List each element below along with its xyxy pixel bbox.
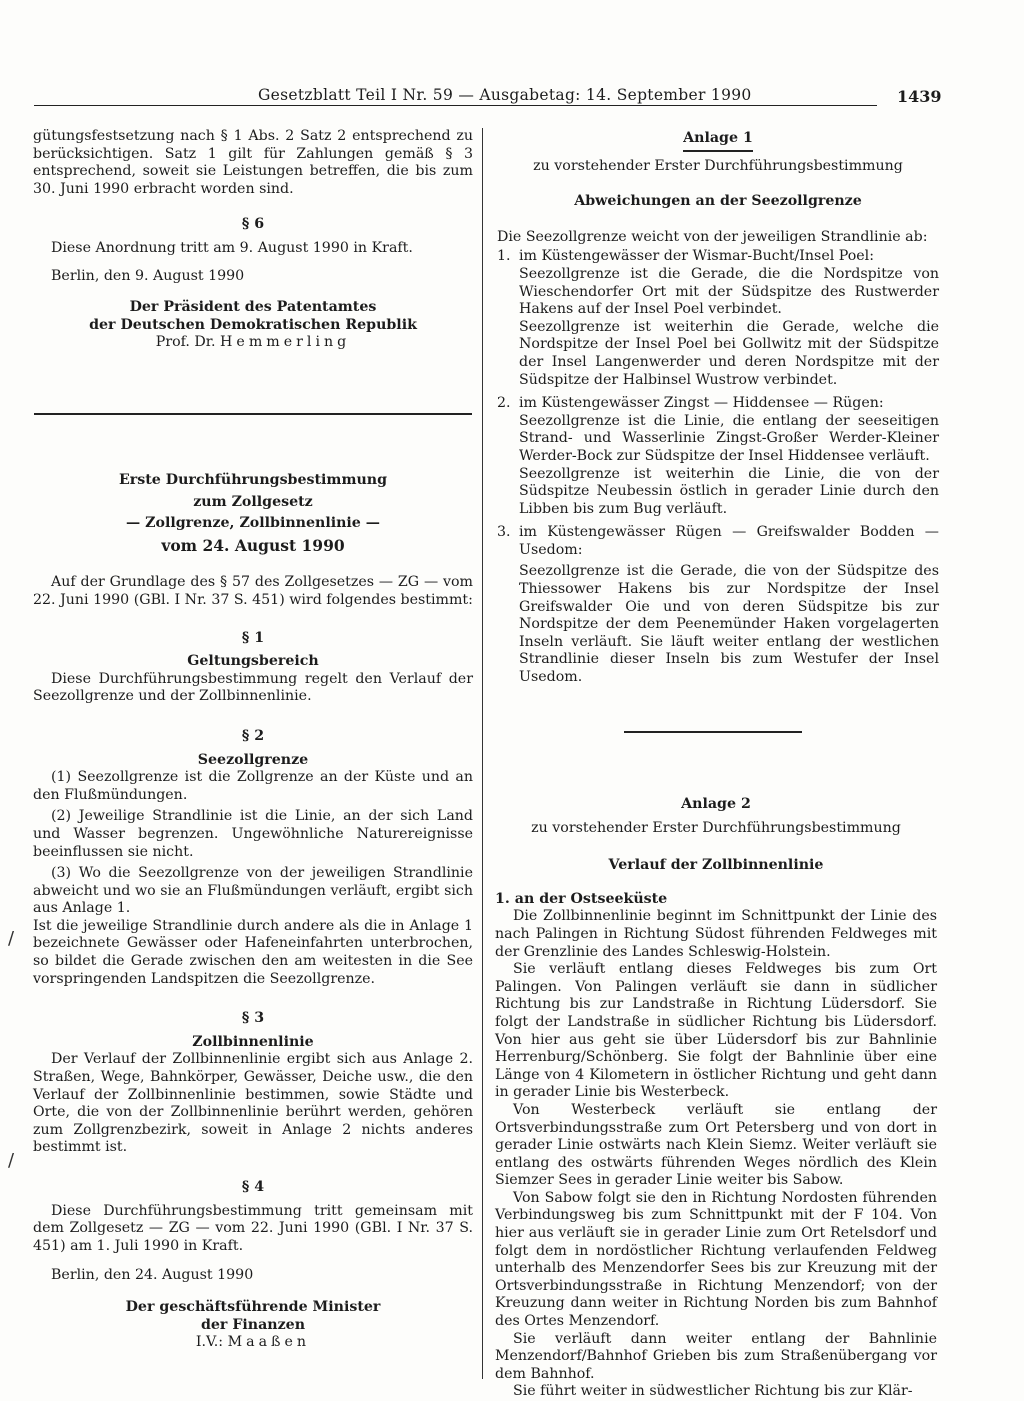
item-text: Seezollgrenze ist die Gerade, die von der Südspitze des Thiessower Hakens bis zur Nordspitze der Insel Greifswalder Oie und von deren Südspitze bis zur Nordspitze der dem Peenemünder Haken vorgelagerten Inseln verläuft. Sie läuft weiter entlang der westlichen Strandlinie dieser Inseln bis zum Westufer der Insel Usedom. — [519, 563, 939, 686]
signature-2-name: I.V.: Maaßen — [195, 1334, 311, 1351]
annex-1-title: Abweichungen an der Seezollgrenze — [574, 193, 862, 210]
item-title: im Küstengewässer Zingst — Hiddensee — Rügen: — [519, 395, 884, 412]
item-title: im Küstengewässer der Wismar-Bucht/Insel Poel: — [519, 248, 874, 265]
continued-text: gütungsfestsetzung nach § 1 Abs. 2 Satz 2 entsprechend zu berücksichtigen. Satz 1 gilt für Zahlungen gemäß § 3 entsprechend, soweit sie Leistungen betreffen, die bis zum 30. Juni 1990 erbracht worden sind. — [33, 128, 473, 197]
annex-2-paragraph-5: Sie verläuft dann weiter entlang der Bahnlinie Menzendorf/Bahnhof Grieben bis zum Straßenübergang vor dem Bahnhof. — [495, 1330, 937, 1382]
place-date-1: Berlin, den 9. August 1990 — [51, 267, 245, 284]
paragraph-2-clause-2: (2) Jeweilige Strandlinie ist die Linie, an der sich Land und Wasser begrenzen. Ungewöhnliche Naturereignisse beeinflussen sie nicht. — [33, 808, 473, 860]
annex-2-paragraph-4: Von Sabow folgt sie den in Richtung Nordosten führenden Verbindungsweg bis zum Schnittpunkt mit der F 104. Von hier aus verläuft sie in gerader Linie zum Ort Retelsdorf und folgt dem in nordöstlicher Richtung verlaufenden Feldweg unterhalb des Menzendorfer Sees bis zur Kreuzung mit der Ortsverbindungsstraße in Richtung Menzendorf; von der Kreuzung dann weiter in Richtung Norden bis zum Bahnhof des Ortes Menzendorf. — [495, 1189, 937, 1330]
annex-2-paragraph-1: Die Zollbinnenlinie beginnt im Schnittpunkt der Linie des nach Palingen in Richtung Südost führenden Feldweges mit der Grenzlinie des Landes Schleswig-Holstein. — [495, 908, 937, 960]
section-divider-left — [34, 413, 472, 415]
annex-1-item-3 — [497, 524, 939, 686]
margin-mark-1: / — [8, 928, 15, 949]
annex-2-heading: Anlage 2 — [681, 796, 751, 812]
column-divider — [482, 128, 483, 1379]
doc-title-line-2: zum Zollgesetz — [193, 493, 313, 510]
annex-2-title: Verlauf der Zollbinnenlinie — [608, 857, 824, 874]
item-text: Seezollgrenze ist die Linie, die entlang der seeseitigen Strand- und Wasserlinie Zingst-Großer Werder-Kleiner Werder-Bock zur Südspitze der Insel Hiddensee verläuft. — [519, 412, 939, 464]
left-column — [33, 128, 473, 352]
annex-1-intro: Die Seezollgrenze weicht von der jeweiligen Strandlinie ab: — [497, 228, 928, 245]
paragraph-3-title: Zollbinnenlinie — [192, 1033, 314, 1050]
signature-1-line-1: Der Präsident des Patentamtes — [129, 299, 377, 316]
annex-2-paragraph-3: Von Westerbeck verläuft sie entlang der Ortsverbindungsstraße zum Ort Petersberg und von dort in gerader Linie ostwärts nach Klein Siemz. Weiter verläuft sie entlang des ostwärts führenden Weges nördlich des Klein Siemzer Sees in gerader Linie weiter bis Sabow. — [495, 1101, 937, 1189]
item-text: Seezollgrenze ist die Gerade, die die Nordspitze von Wieschendorfer Ort mit der Südspitze des Rustwerder Hakens auf der Insel Poel verbindet. — [519, 265, 939, 318]
gazette-header-title: Gesetzblatt Teil I Nr. 59 — Ausgabetag: 14. September 1990 — [258, 86, 752, 104]
doc-title-line-1: Erste Durchführungsbestimmung — [118, 472, 388, 488]
item-text: Seezollgrenze ist weiterhin die Gerade, welche die Nordspitze der Insel Poel bei Gollwitz mit der Südspitze der Insel Langenwerder und deren Nordspitze mit der Südspitze der Halbinsel Wustrow verbindet. — [519, 318, 939, 388]
item-text: Seezollgrenze ist weiterhin die Linie, die von der Südspitze Neubessin östlich in gerader Linie durch den Libben bis zum Bug verläuft. — [519, 465, 939, 517]
signature-2-line-2: der Finanzen — [200, 1316, 306, 1333]
signature-2-line-1: Der geschäftsführende Minister — [125, 1298, 381, 1315]
annex-1-item-1 — [497, 248, 939, 389]
annex-1-heading: Anlage 1 — [497, 130, 939, 152]
page-header — [0, 86, 1024, 110]
margin-mark-2: / — [8, 1150, 15, 1171]
section-6-heading: § 6 — [241, 216, 265, 233]
paragraph-2-clause-3b: Ist die jeweilige Strandlinie durch andere als die in Anlage 1 bezeichnete Gewässer oder Hafeneinfahrten unterbrochen, so bildet die Gerade zwischen den am weitesten in die See vorspringenden Landspitzen die Seezollgrenze. — [33, 917, 473, 987]
annex-2-section-1: 1. an der Ostseeküste — [495, 890, 668, 907]
item-number: 3. — [497, 524, 511, 541]
paragraph-3-text: Der Verlauf der Zollbinnenlinie ergibt sich aus Anlage 2. Straßen, Wege, Bahnkörper, Gewässer, Deiche usw., die den Verlauf der Zollbinnenlinie bestimmen, sowie Städte und Orte, die von der Zollbinnenlinie berührt werden, gehören zum Zollgrenzbezirk, soweit in Anlage 2 nichts anderes bestimmt ist. — [33, 1051, 473, 1156]
signature-1-name: Prof. Dr. Hemmerling — [155, 334, 351, 351]
annex-2-paragraph-6: Sie führt weiter in südwestlicher Richtung bis zur Klär- — [513, 1383, 913, 1400]
annex-2-subtitle: zu vorstehender Erster Durchführungsbestimmung — [531, 819, 901, 836]
paragraph-1-title: Geltungsbereich — [187, 653, 319, 670]
paragraph-1-heading: § 1 — [241, 629, 265, 646]
doc-title-line-4: vom 24. August 1990 — [161, 535, 345, 555]
item-title: im Küstengewässer Rügen — Greifswalder Bodden — Usedom: — [519, 524, 939, 558]
left-column-main — [33, 472, 473, 1352]
section-6-text: Diese Anordnung tritt am 9. August 1990 in Kraft. — [51, 239, 413, 256]
preamble: Auf der Grundlage des § 57 des Zollgesetzes — ZG — vom 22. Juni 1990 (GBl. I Nr. 37 S. 451) wird folgendes bestimmt: — [33, 574, 473, 608]
annex-1-item-2 — [497, 395, 939, 518]
header-rule — [34, 105, 877, 106]
right-column-annex-2 — [495, 796, 937, 1401]
place-date-2: Berlin, den 24. August 1990 — [51, 1267, 254, 1284]
paragraph-2-heading: § 2 — [241, 727, 265, 744]
paragraph-2-title: Seezollgrenze — [197, 751, 309, 768]
annex-2-paragraph-2: Sie verläuft entlang dieses Feldweges bis zum Ort Palingen. Von Palingen verläuft sie dann in südlicher Richtung bis zur Landstraße in Richtung Lüdersdorf. Sie folgt der Landstraße in südlicher Richtung bis Lüdersdorf. Von hier aus geht sie über Lüdersdorf bis zur Bahnlinie Herrenburg/Schönberg. Sie folgt der Bahnlinie über eine Länge von 4 Kilometern in östlicher Richtung und geht dann in gerader Linie bis Westerbeck. — [495, 961, 937, 1101]
paragraph-2-clause-3: (3) Wo die Seezollgrenze von der jeweiligen Strandlinie abweicht und wo sie an Flußmündungen verläuft, ergibt sich aus Anlage 1. — [33, 865, 473, 917]
right-column — [497, 130, 939, 687]
annex-1-subtitle: zu vorstehender Erster Durchführungsbestimmung — [533, 157, 903, 174]
item-number: 1. — [497, 248, 511, 265]
paragraph-1-text: Diese Durchführungsbestimmung regelt den Verlauf der Seezollgrenze und der Zollbinnenlinie. — [33, 670, 473, 705]
item-number: 2. — [497, 395, 511, 412]
page-number: 1439 — [897, 87, 942, 106]
section-divider-right — [624, 731, 802, 733]
signature-1-line-2: der Deutschen Demokratischen Republik — [89, 316, 417, 333]
paragraph-2-clause-1: (1) Seezollgrenze ist die Zollgrenze an der Küste und an den Flußmündungen. — [33, 769, 473, 803]
doc-title-line-3: — Zollgrenze, Zollbinnenlinie — — [126, 515, 380, 532]
paragraph-3-heading: § 3 — [241, 1010, 265, 1027]
paragraph-4-heading: § 4 — [241, 1179, 265, 1195]
paragraph-4-text: Diese Durchführungsbestimmung tritt gemeinsam mit dem Zollgesetz — ZG — vom 22. Juni 1990 (GBl. I Nr. 37 S. 451) am 1. Juli 1990 in Kraft. — [33, 1202, 473, 1254]
